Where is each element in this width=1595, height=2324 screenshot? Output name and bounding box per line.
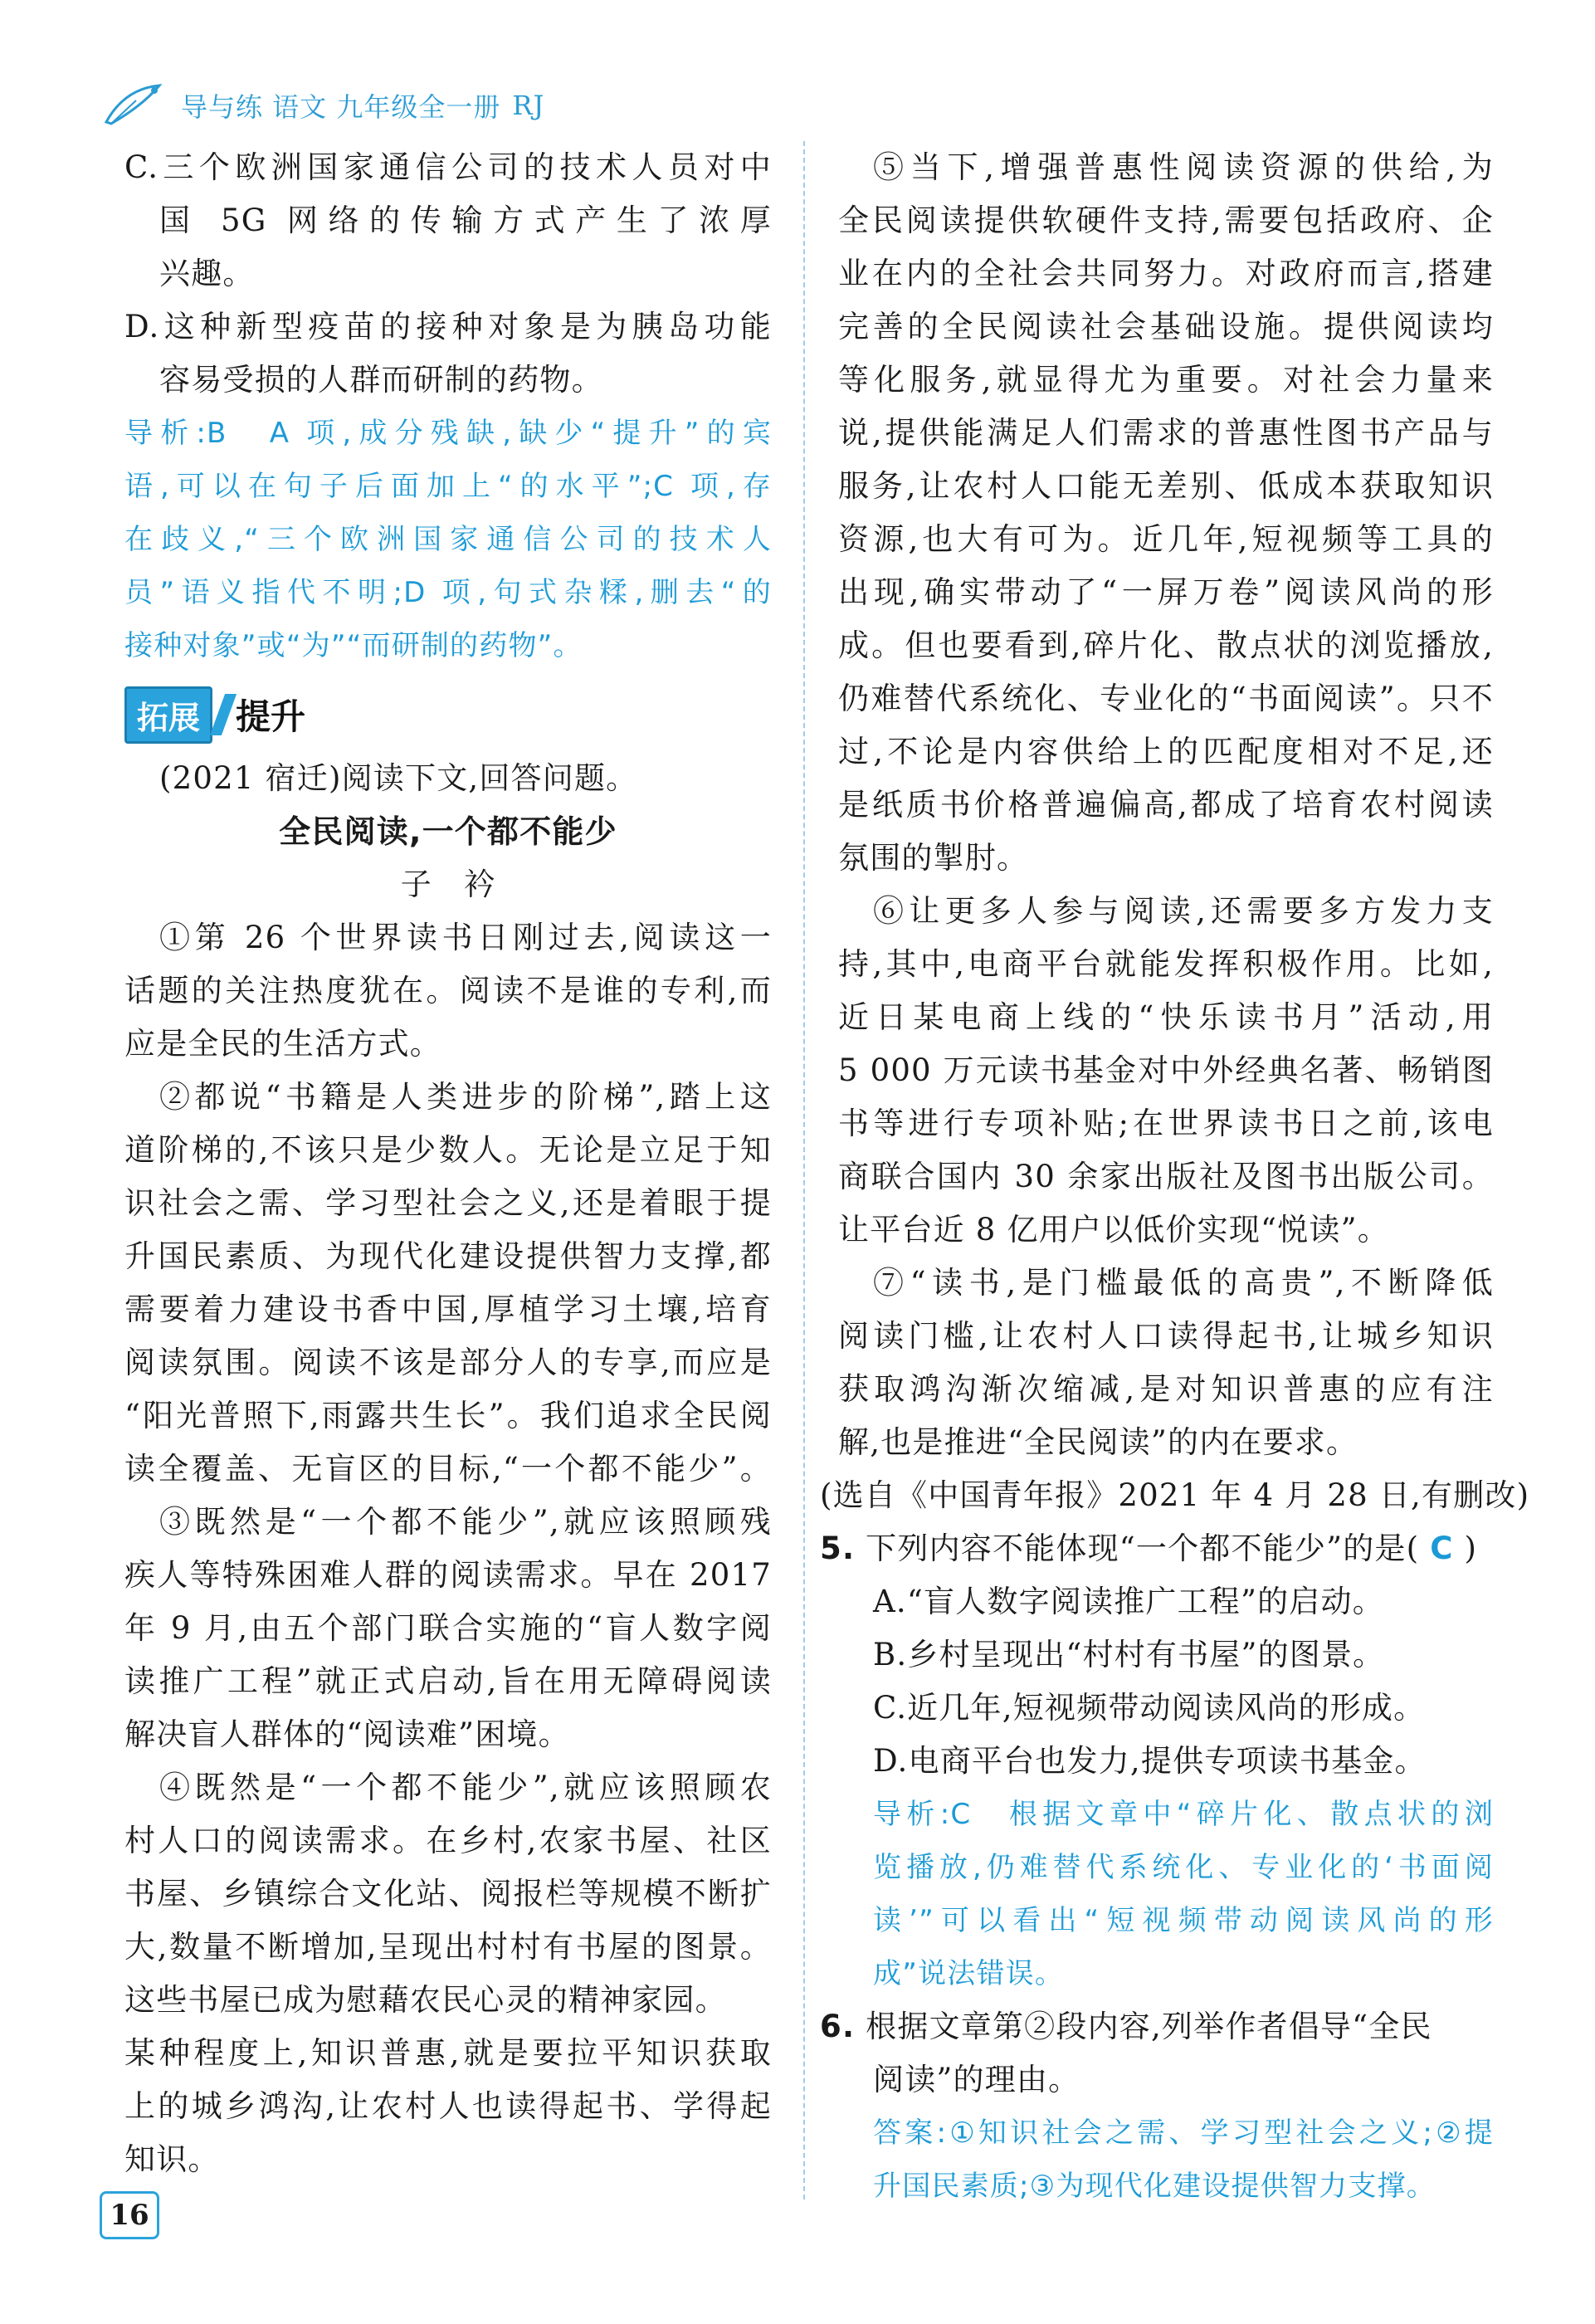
section-badge: 拓展 bbox=[124, 686, 212, 744]
paragraph-line: 资源,也大有可为。近几年,短视频等工具的 bbox=[838, 521, 1494, 557]
paragraph-line: 书屋、乡镇综合文化站、阅报栏等规模不断扩 bbox=[124, 1876, 772, 1911]
column-divider bbox=[803, 141, 805, 2200]
question-stem: 下列内容不能体现“一个都不能少”的是( bbox=[866, 1531, 1420, 1566]
paragraph-line: 需要着力建设书香中国,厚植学习土壤,培育 bbox=[124, 1291, 772, 1327]
question-number: 5. bbox=[820, 1531, 856, 1566]
paragraph-line: 全民阅读提供软硬件支持,需要包括政府、企 bbox=[838, 203, 1494, 238]
paragraph-line: 话题的关注热度犹在。阅读不是谁的专利,而 bbox=[124, 973, 772, 1008]
paragraph-line: 书等进行专项补贴;在世界读书日之前,该电 bbox=[838, 1106, 1494, 1141]
question-5 bbox=[820, 1522, 1494, 2000]
option-line: 国 5G 网络的传输方式产生了浓厚 bbox=[159, 203, 772, 238]
analysis-line: 读’”可以看出“短视频带动阅读风尚的形 bbox=[873, 1904, 1494, 1937]
paragraph-line: 是纸质书价格普遍偏高,都成了培育农村阅读 bbox=[838, 787, 1494, 823]
paragraph-line: 知识。 bbox=[124, 2141, 220, 2177]
paragraph-line: 说,提供能满足人们需求的普惠性图书产品与 bbox=[838, 415, 1494, 451]
paragraph-4 bbox=[124, 1761, 772, 2186]
paragraph-6 bbox=[838, 885, 1494, 1257]
analysis-line: 导析:B A 项,成分残缺,缺少“提升”的宾 bbox=[124, 417, 772, 450]
option-line: C.近几年,短视频带动阅读风尚的形成。 bbox=[873, 1690, 1426, 1726]
analysis-line: 导析:C 根据文章中“碎片化、散点状的浏 bbox=[873, 1798, 1494, 1831]
paragraph-line: 升国民素质、为现代化建设提供智力支撑,都 bbox=[124, 1238, 772, 1274]
page-number: 16 bbox=[100, 2191, 159, 2239]
paragraph-line: 读推广工程”就正式启动,旨在用无障碍阅读 bbox=[124, 1663, 772, 1699]
option-line: 兴趣。 bbox=[159, 256, 255, 291]
header-edition: RJ bbox=[512, 90, 545, 121]
analysis-line: 员”语义指代不明;D 项,句式杂糅,删去“的 bbox=[124, 576, 772, 609]
paragraph-line: 成。但也要看到,碎片化、散点状的浏览播放, bbox=[838, 627, 1494, 663]
paragraph-line: 出现,确实带动了“一屏万卷”阅读风尚的形 bbox=[838, 574, 1494, 610]
paragraph-line: ⑦“读书,是门槛最低的高贵”,不断降低 bbox=[873, 1265, 1494, 1301]
paragraph-line: ⑥让更多人参与阅读,还需要多方发力支 bbox=[873, 893, 1494, 929]
option-line: 容易受损的人群而研制的药物。 bbox=[159, 362, 603, 398]
analysis-line: 语,可以在句子后面加上“的水平”;C 项,存 bbox=[124, 470, 772, 503]
left-column bbox=[124, 141, 772, 2186]
paragraph-7 bbox=[838, 1257, 1494, 1469]
header-title: 导与练 语文 九年级全一册 bbox=[181, 91, 501, 123]
paragraph-line: “阳光普照下,雨露共生长”。我们追求全民阅 bbox=[124, 1398, 772, 1433]
article-source: (选自《中国青年报》2021 年 4 月 28 日,有删改) bbox=[820, 1477, 1530, 1513]
option-line: B.乡村呈现出“村村有书屋”的图景。 bbox=[873, 1637, 1385, 1672]
paragraph-line: ②都说“书籍是人类进步的阶梯”,踏上这 bbox=[159, 1079, 772, 1115]
question-close: ) bbox=[1464, 1531, 1478, 1566]
paragraph-line: 仍难替代系统化、专业化的“书面阅读”。只不 bbox=[838, 681, 1494, 716]
paragraph-line: 让平台近 8 亿用户以低价实现“悦读”。 bbox=[838, 1212, 1389, 1247]
paragraph-line: 上的城乡鸿沟,让农村人也读得起书、学得起 bbox=[124, 2088, 772, 2124]
paragraph-3 bbox=[124, 1496, 772, 1761]
page-header bbox=[100, 76, 544, 134]
badge-slash-decoration bbox=[210, 694, 237, 735]
paragraph-line: 等化服务,就显得尤为重要。对社会力量来 bbox=[838, 362, 1494, 398]
paragraph-1 bbox=[124, 911, 772, 1071]
option-line: D.电商平台也发力,提供专项读书基金。 bbox=[873, 1743, 1427, 1779]
analysis-line: 成”说法错误。 bbox=[873, 1957, 1065, 1990]
paragraph-line: 识社会之需、学习型社会之义,还是着眼于提 bbox=[124, 1185, 772, 1221]
paragraph-line: 5 000 万元读书基金对中外经典名著、畅销图 bbox=[838, 1052, 1494, 1088]
paragraph-line: 近日某电商上线的“快乐读书月”活动,用 bbox=[838, 999, 1494, 1035]
analysis-line: 接种对象”或“为”“而研制的药物”。 bbox=[124, 629, 583, 662]
paragraph-line: 业在内的全社会共同努力。对政府而言,搭建 bbox=[838, 256, 1494, 291]
paragraph-line: 年 9 月,由五个部门联合实施的“盲人数字阅 bbox=[124, 1610, 772, 1646]
question-number: 6. bbox=[820, 2009, 856, 2044]
option-line: D.这种新型疫苗的接种对象是为胰岛功能 bbox=[124, 309, 772, 344]
paragraph-line: ③既然是“一个都不能少”,就应该照顾残 bbox=[159, 1504, 772, 1540]
paragraph-line: 道阶梯的,不该只是少数人。无论是立足于知 bbox=[124, 1132, 772, 1168]
leaf-logo-icon bbox=[100, 81, 166, 130]
paragraph-5 bbox=[838, 141, 1494, 885]
answer-line: 答案:①知识社会之需、学习型社会之义;②提 bbox=[873, 2116, 1494, 2150]
paragraph-line: ④既然是“一个都不能少”,就应该照顾农 bbox=[159, 1770, 772, 1805]
paragraph-2 bbox=[124, 1071, 772, 1496]
paragraph-line: 服务,让农村人口能无差别、低成本获取知识 bbox=[838, 468, 1494, 504]
answer-choice: C bbox=[1430, 1531, 1454, 1566]
paragraph-line: 商联合国内 30 余家出版社及图书出版公司。 bbox=[838, 1159, 1494, 1194]
paragraph-line: 解,也是推进“全民阅读”的内在要求。 bbox=[838, 1424, 1358, 1460]
article-title: 全民阅读,一个都不能少 bbox=[279, 813, 617, 850]
section-heading-text: 提升 bbox=[236, 696, 306, 737]
analysis-block bbox=[124, 407, 772, 672]
paragraph-line: 某种程度上,知识普惠,就是要拉平知识获取 bbox=[124, 2035, 772, 2071]
paragraph-line: ⑤当下,增强普惠性阅读资源的供给,为 bbox=[873, 149, 1494, 185]
paragraph-line: 获取鸿沟渐次缩减,是对知识普惠的应有注 bbox=[838, 1371, 1494, 1407]
right-column bbox=[820, 141, 1530, 2213]
option-c bbox=[124, 141, 772, 300]
paragraph-line: 读全覆盖、无盲区的目标,“一个都不能少”。 bbox=[124, 1451, 772, 1487]
option-line: A.“盲人数字阅读推广工程”的启动。 bbox=[873, 1584, 1384, 1619]
paragraph-line: 完善的全民阅读社会基础设施。提供阅读均 bbox=[838, 309, 1494, 344]
paragraph-line: 阅读氛围。阅读不该是部分人的专享,而应是 bbox=[124, 1345, 772, 1380]
paragraph-line: 持,其中,电商平台就能发挥积极作用。比如, bbox=[838, 946, 1494, 982]
analysis-line: 览播放,仍难替代系统化、专业化的‘书面阅 bbox=[873, 1851, 1494, 1884]
question-stem: 根据文章第②段内容,列举作者倡导“全民 bbox=[866, 2009, 1432, 2044]
analysis-line: 在歧义,“三个欧洲国家通信公司的技术人 bbox=[124, 523, 772, 556]
answer-line: 升国民素质;③为现代化建设提供智力支撑。 bbox=[873, 2170, 1436, 2203]
paragraph-line: 过,不论是内容供给上的匹配度相对不足,还 bbox=[838, 734, 1494, 769]
article-author: 子 衿 bbox=[400, 867, 496, 902]
paragraph-line: 村人口的阅读需求。在乡村,农家书屋、社区 bbox=[124, 1823, 772, 1858]
option-d bbox=[124, 300, 772, 407]
paragraph-line: 氛围的掣肘。 bbox=[838, 840, 1029, 876]
question-6 bbox=[820, 2000, 1494, 2213]
paragraph-line: 大,数量不断增加,呈现出村村有书屋的图景。 bbox=[124, 1929, 772, 1965]
option-line: C.三个欧洲国家通信公司的技术人员对中 bbox=[124, 149, 772, 185]
question-stem-line: 阅读”的理由。 bbox=[873, 2062, 1080, 2097]
paragraph-line: 解决盲人群体的“阅读难”困境。 bbox=[124, 1716, 570, 1752]
source-intro: (2021 宿迁)阅读下文,回答问题。 bbox=[159, 760, 638, 796]
paragraph-line: 应是全民的生活方式。 bbox=[124, 1026, 441, 1062]
section-heading bbox=[124, 677, 772, 752]
paragraph-line: 这些书屋已成为慰藉农民心灵的精神家园。 bbox=[124, 1982, 727, 2018]
paragraph-line: 阅读门槛,让农村人口读得起书,让城乡知识 bbox=[838, 1318, 1494, 1354]
paragraph-line: ①第 26 个世界读书日刚过去,阅读这一 bbox=[159, 920, 772, 955]
paragraph-line: 疾人等特殊困难人群的阅读需求。早在 2017 bbox=[124, 1557, 772, 1593]
